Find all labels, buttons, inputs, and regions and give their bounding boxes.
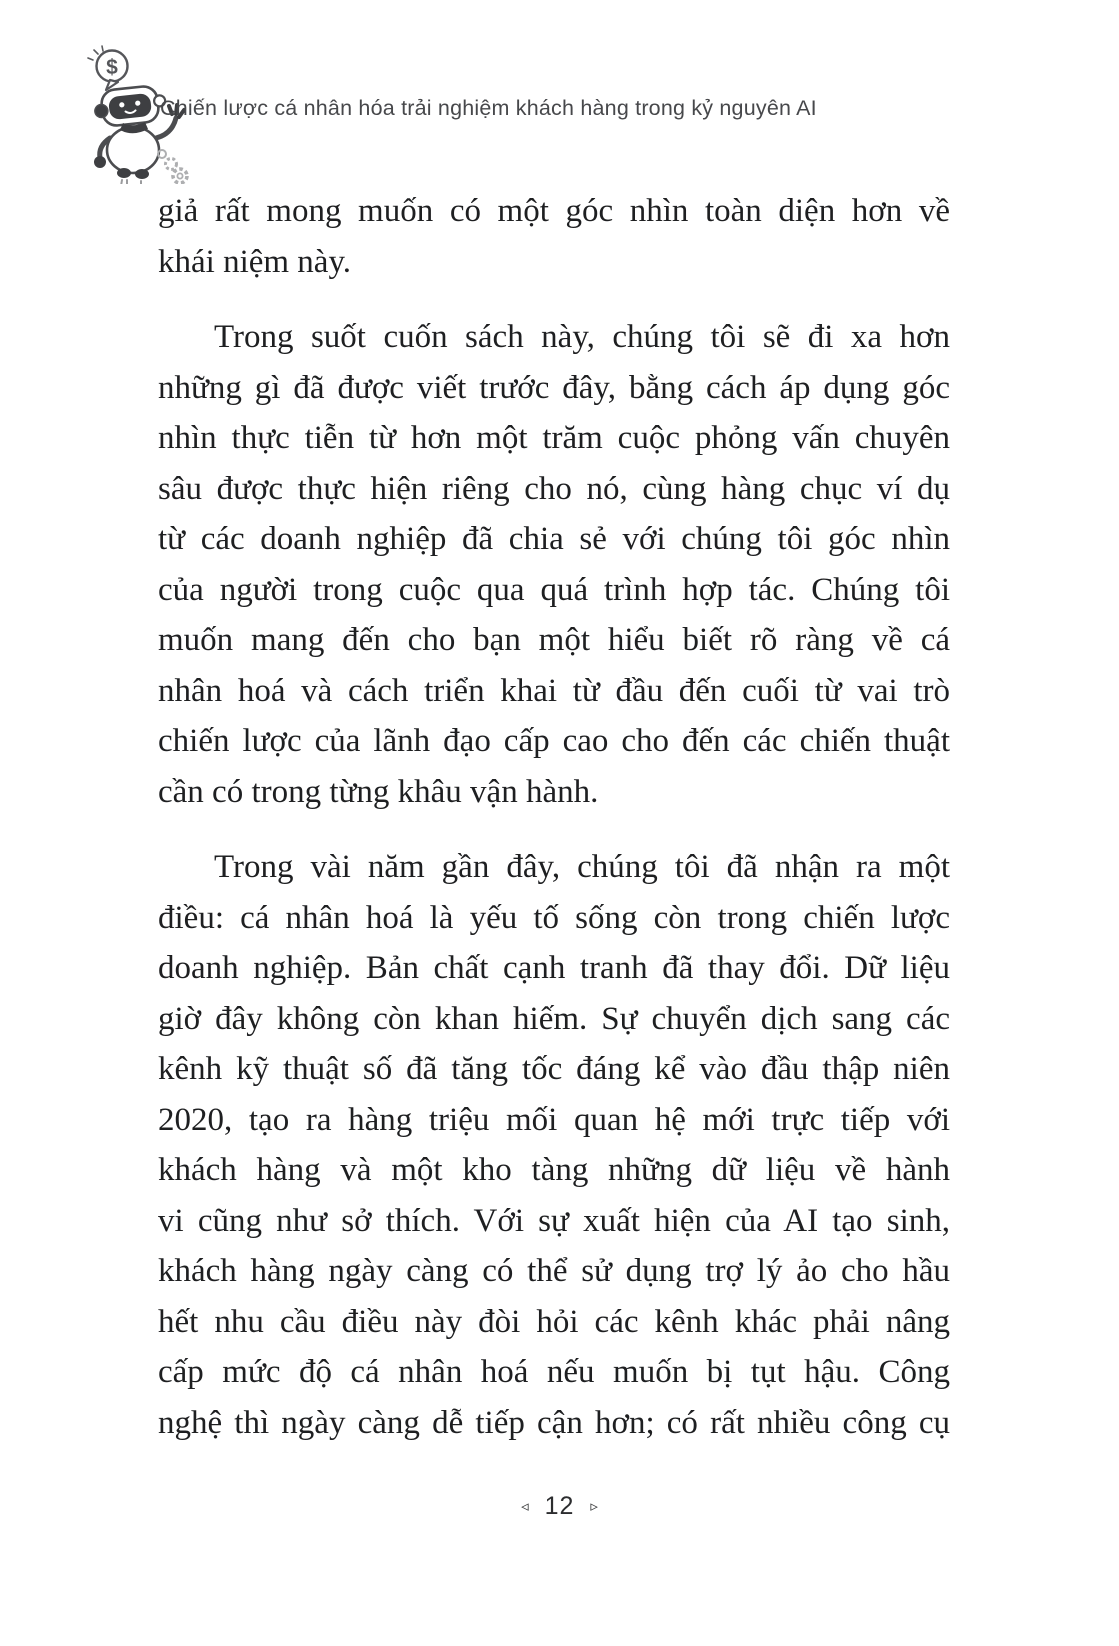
page-body-text <box>158 186 950 1473</box>
text-line: hết nhu cầu điều này đòi hỏi các kênh khác phải nâng <box>158 1303 950 1340</box>
text-line: giờ đây không còn khan hiếm. Sự chuyển dịch sang các <box>158 1000 950 1037</box>
previous-page-triangle-icon[interactable]: ◃ <box>521 1497 529 1515</box>
text-line: Trong vài năm gần đây, chúng tôi đã nhận ra một <box>214 849 950 885</box>
paragraph <box>158 842 950 1448</box>
text-line: nhìn thực tiễn từ hơn một trăm cuộc phỏng vấn chuyên <box>158 420 950 456</box>
page-header <box>70 40 1019 180</box>
paragraph <box>158 186 950 287</box>
text-line: vi cũng như sở thích. Với sự xuất hiện của AI tạo sinh, <box>158 1202 950 1239</box>
text-line: kênh kỹ thuật số đã tăng tốc đáng kể vào đầu thập niên <box>158 1051 950 1087</box>
text-line: Trong suốt cuốn sách này, chúng tôi sẽ đi xa hơn <box>214 319 950 355</box>
text-line: doanh nghiệp. Bản chất cạnh tranh đã thay đổi. Dữ liệu <box>158 950 950 986</box>
text-line: giả rất mong muốn có một góc nhìn toàn diện hơn về <box>158 193 950 229</box>
text-line: chiến lược của lãnh đạo cấp cao cho đến các chiến thuật <box>158 723 950 759</box>
page-number: 12 <box>544 1492 575 1520</box>
text-line: 2020, tạo ra hàng triệu mối quan hệ mới trực tiếp với <box>158 1101 950 1138</box>
running-header-title: Chiến lược cá nhân hóa trải nghiệm khách hàng trong kỷ nguyên AI <box>160 96 817 120</box>
text-line: nhân hoá và cách triển khai từ đầu đến cuối từ vai trò <box>158 672 950 709</box>
text-line: cần có trong từng khâu vận hành. <box>158 773 599 810</box>
text-line: cấp mức độ cá nhân hoá nếu muốn bị tụt hậu. Công <box>158 1354 950 1390</box>
dollar-speech-bubble-icon <box>97 51 128 91</box>
paragraph <box>158 312 950 817</box>
svg-text:$: $ <box>106 56 118 79</box>
robot-hand <box>94 156 106 168</box>
text-line: sâu được thực hiện riêng cho nó, cùng hàng chục ví dụ <box>158 470 950 507</box>
robot-head <box>93 84 167 127</box>
text-line: của người trong cuộc qua quá trình hợp tác. Chúng tôi <box>158 571 950 608</box>
page-footer <box>0 1492 1119 1521</box>
robot-body <box>107 127 159 173</box>
gear-icon <box>158 150 187 183</box>
text-line: khái niệm này. <box>158 243 352 280</box>
text-line: điều: cá nhân hoá là yếu tố sống còn trong chiến lược <box>158 899 950 936</box>
text-line: muốn mang đến cho bạn một hiểu biết rõ ràng về cá <box>158 622 950 658</box>
next-page-triangle-icon[interactable]: ▹ <box>590 1497 598 1515</box>
text-line: từ các doanh nghiệp đã chia sẻ với chúng tôi góc nhìn <box>158 521 950 557</box>
text-line: nghệ thì ngày càng dễ tiếp cận hơn; có rất nhiều công cụ <box>158 1404 950 1441</box>
text-line: khách hàng ngày càng có thể sử dụng trợ lý ảo cho hầu <box>158 1253 950 1289</box>
text-line: khách hàng và một kho tàng những dữ liệu về hành <box>158 1152 950 1188</box>
text-line: những gì đã được viết trước đây, bằng cách áp dụng góc <box>158 369 950 406</box>
